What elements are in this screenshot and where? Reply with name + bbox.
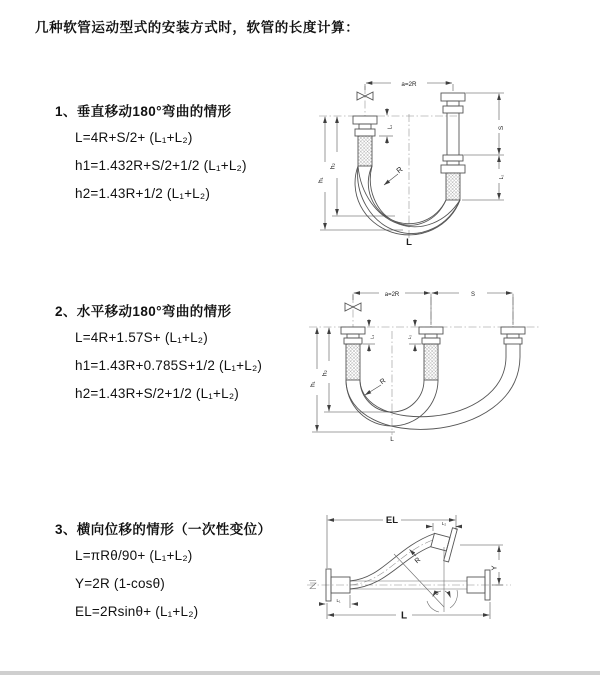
d1-stroke-dim-label: S: [498, 125, 505, 131]
middle-pipe-fitting: [419, 327, 443, 380]
diagram-horizontal-180-bend: [303, 283, 595, 458]
dimension-lines: [317, 80, 504, 230]
section-vertical-movement: [55, 100, 315, 208]
braided-hose-section: [446, 173, 460, 200]
section-horizontal-movement: [55, 300, 315, 408]
formula-h2: h2=1.43R+S/2+1/2 (L₁+L₂): [75, 386, 239, 401]
d2-h2-dim-label: h₂: [321, 370, 329, 376]
centerlines: [319, 86, 457, 238]
section-2-heading: 2、水平移动180°弯曲的情形: [55, 304, 232, 319]
d2-radius-label: R: [379, 377, 388, 387]
section-1-heading: 1、垂直移动180°弯曲的情形: [55, 104, 232, 119]
left-pipe-fitting: [341, 327, 365, 380]
d3-radius-label: R: [413, 556, 423, 566]
d2-width-dim-label: a=2R: [384, 291, 400, 298]
d1-length-label: L: [406, 237, 412, 248]
upper-flange-fitting: [428, 524, 457, 562]
d1-h2-dim-label: h₂: [329, 163, 337, 169]
d2-fitting-mid-dim-label: L₂: [407, 334, 412, 340]
right-pipe-fitting: [501, 327, 525, 357]
formula-length: L=4R+1.57S+ (L₁+L₂): [75, 330, 208, 345]
dimension-lines: [319, 515, 503, 619]
d3-offset-dim-label: Y: [489, 565, 499, 571]
d1-width-dim-label: a=2R: [401, 80, 417, 88]
d2-shift-dim-label: S: [470, 291, 476, 298]
d1-fitting-right-dim-label: L₂: [499, 174, 505, 180]
braided-hose-section: [358, 136, 372, 166]
formula-h2: h2=1.43R+1/2 (L₁+L₂): [75, 186, 211, 201]
section-3-formulas: [75, 542, 315, 626]
formula-h1: h1=1.432R+S/2+1/2 (L₁+L₂): [75, 158, 247, 173]
d1-radius-label: R: [394, 164, 405, 176]
diagram-vertical-180-bend: [303, 70, 595, 266]
scan-page-edge: [0, 671, 600, 675]
formula-length: L=4R+S/2+ (L₁+L₂): [75, 130, 193, 145]
hose-s-curve: [350, 534, 435, 590]
formula-y: Y=2R (1-cosθ): [75, 576, 166, 591]
braided-hose-section: [346, 344, 360, 380]
d2-fitting-left-dim-label: L₁: [369, 334, 375, 340]
formula-h1: h1=1.43R+0.785S+1/2 (L₁+L₂): [75, 358, 263, 373]
section-1-formulas: [75, 124, 315, 208]
d3-length-label: L: [400, 610, 408, 622]
formula-el: EL=2Rsinθ+ (L₁+L₂): [75, 604, 199, 619]
hose-u-curves: [355, 166, 460, 235]
d2-h1-dim-label: h₁: [309, 381, 317, 387]
dimension-lines: [309, 293, 513, 432]
left-pipe-fitting: [353, 116, 377, 166]
section-lateral-displacement: [55, 518, 315, 626]
d3-span-dim-label: EL: [385, 515, 399, 526]
d3-fitting-left-dim-label: L₁: [336, 598, 341, 603]
d3-fitting-right-dim-label: L₂: [441, 521, 447, 526]
right-pipe-fitting: [441, 93, 465, 200]
d1-h1-dim-label: h₁: [317, 177, 325, 183]
d3-angle-label: θ: [435, 591, 439, 597]
d1-fitting-left-dim-label: L₁: [387, 124, 394, 130]
formula-length: L=πRθ/90+ (L₁+L₂): [75, 548, 193, 563]
braided-hose-section: [424, 344, 438, 380]
section-2-formulas: [75, 324, 315, 408]
diagram-lateral-displacement: [299, 500, 599, 665]
d2-length-label: L: [390, 436, 394, 443]
page-title: 几种软管运动型式的安装方式时，软管的长度计算：: [35, 20, 360, 35]
centerline-break-mark: [309, 581, 316, 589]
section-3-heading: 3、横向位移的情形（一次性变位）: [55, 522, 272, 537]
